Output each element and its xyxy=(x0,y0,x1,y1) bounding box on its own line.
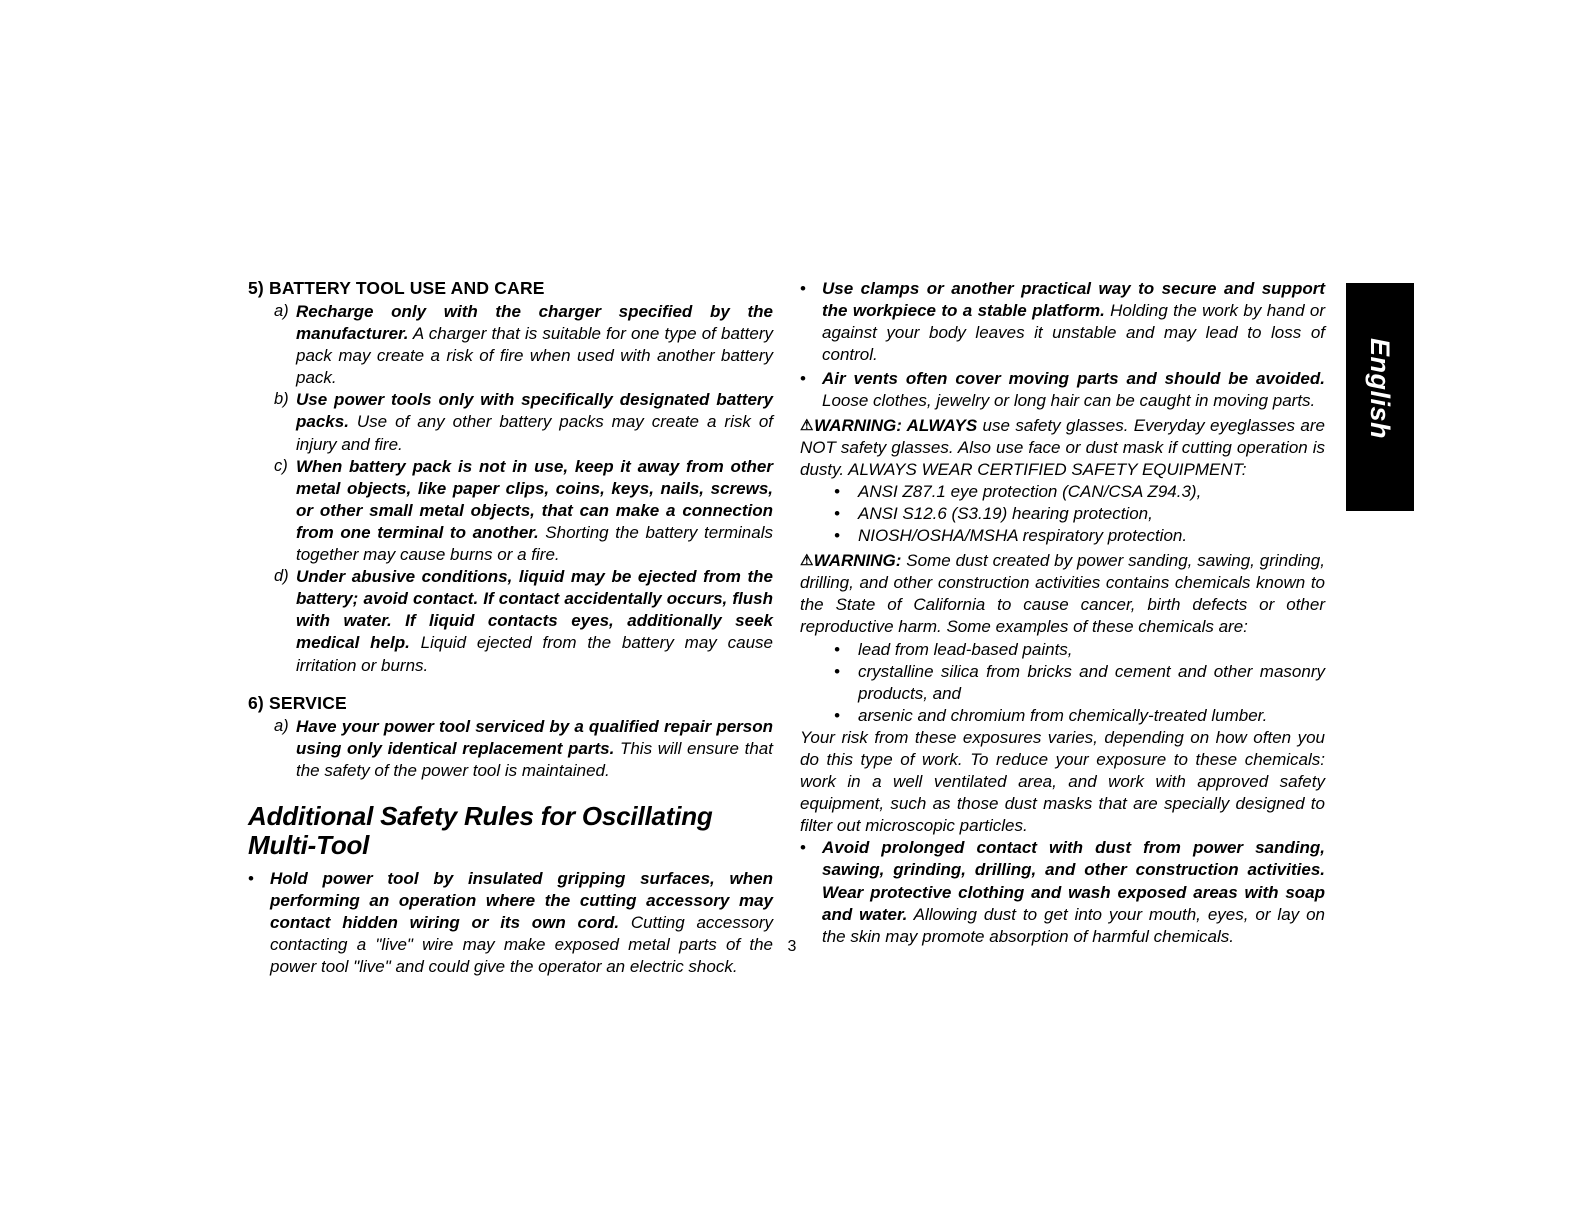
item-lead: Air vents often cover moving parts and should be avoided. xyxy=(822,369,1325,389)
item-lead: Hold power tool by insulated gripping surfaces, when performing an operation where the cutting accessory may contact hidden wiring or its own cord. xyxy=(270,869,773,933)
item-body: NIOSH/OSHA/MSHA respiratory protection. xyxy=(858,526,1188,546)
list-item xyxy=(274,456,773,566)
additional-safety-list xyxy=(248,868,773,978)
item-marker: d) xyxy=(274,567,289,586)
language-tab-label: English xyxy=(1365,338,1395,440)
item-body: arsenic and chromium from chemically-treated lumber. xyxy=(858,705,1268,725)
bullet-icon: • xyxy=(800,838,806,858)
item-body xyxy=(296,716,773,782)
warning-block-1 xyxy=(800,415,1325,481)
bullet-icon: • xyxy=(834,705,840,725)
warning-block-2 xyxy=(800,550,1325,638)
warning-text: Some dust created by power sanding, sawing, grinding, drilling, and other construction activities contains chemicals known to the State of California to cause cancer, birth defects or other reproductive harm. Some examples of these chemicals are: xyxy=(800,551,1325,637)
list-item xyxy=(834,481,1325,503)
item-body xyxy=(296,389,773,455)
bullet-icon: • xyxy=(834,481,840,501)
bullet-icon: • xyxy=(834,661,840,681)
item-rest: This will ensure that the safety of the power tool is maintained. xyxy=(296,738,773,780)
item-lead: Avoid prolonged contact with dust from power sanding, sawing, grinding, drilling, and other construction activities. Wear protective clothing and wash exposed areas with soap and water. xyxy=(822,838,1325,924)
language-tab xyxy=(1346,283,1414,511)
item-rest: Liquid ejected from the battery may cause irritation or burns. xyxy=(296,633,773,675)
list-item xyxy=(274,716,773,782)
warning-triangle-icon: ⚠ xyxy=(800,416,815,434)
item-body: lead from lead-based paints, xyxy=(858,639,1073,659)
bullet-icon: • xyxy=(834,526,840,546)
list-item xyxy=(800,368,1325,412)
item-body xyxy=(270,868,773,978)
list-item xyxy=(834,661,1325,705)
left-column xyxy=(248,278,773,981)
item-body xyxy=(822,368,1325,412)
item-marker: a) xyxy=(274,716,289,735)
item-rest: Cutting accessory contacting a "live" wire may make exposed metal parts of the power tool "live" and could give the operator an electric shock. xyxy=(270,913,773,977)
list-item xyxy=(834,705,1325,727)
safety-equipment-list xyxy=(834,481,1325,547)
item-body xyxy=(296,566,773,676)
right-column xyxy=(800,278,1325,950)
item-body: ANSI S12.6 (S3.19) hearing protection, xyxy=(858,503,1153,523)
exposure-paragraph: Your risk from these exposures varies, depending on how often you do this type of work. To reduce your exposure to these chemicals: work in a well ventilated area, and work with approved safety equipment, such as those dust masks that are specially designed to filter out microscopic particles. xyxy=(800,727,1325,836)
list-item xyxy=(834,503,1325,525)
item-lead: Have your power tool serviced by a qualified repair person using only identical replacement parts. xyxy=(296,716,773,758)
item-rest: Allowing dust to get into your mouth, eyes, or lay on the skin may promote absorption of harmful chemicals. xyxy=(822,904,1325,946)
list-item xyxy=(274,389,773,455)
item-body xyxy=(296,301,773,389)
item-body xyxy=(296,456,773,566)
item-marker: b) xyxy=(274,390,289,409)
warning-label: WARNING: xyxy=(813,551,902,571)
list-item xyxy=(834,525,1325,547)
item-rest: Loose clothes, jewelry or long hair can be caught in moving parts. xyxy=(822,391,1316,411)
bottom-bullet-list xyxy=(800,837,1325,947)
chemicals-list xyxy=(834,639,1325,727)
list-item xyxy=(834,639,1325,661)
bullet-icon: • xyxy=(800,279,806,298)
section-heading-battery: 5) BATTERY TOOL USE AND CARE xyxy=(248,278,545,298)
item-rest: Holding the work by hand or against your body leaves it unstable and may lead to loss of control. xyxy=(822,301,1325,365)
item-lead: Use clamps or another practical way to secure and support the workpiece to a stable platform. xyxy=(822,279,1325,321)
item-rest: Use of any other battery packs may create a risk of injury and fire. xyxy=(296,412,773,454)
warning-label: WARNING: ALWAYS xyxy=(814,415,978,435)
item-rest: Shorting the battery terminals together may cause burns or a fire. xyxy=(296,522,773,565)
item-lead: Use power tools only with specifically designated battery packs. xyxy=(296,390,773,432)
top-bullet-list xyxy=(800,278,1325,413)
bullet-icon: • xyxy=(834,639,840,659)
list-item xyxy=(248,868,773,978)
item-body xyxy=(822,278,1325,366)
list-item xyxy=(274,301,773,389)
list-item xyxy=(800,837,1325,947)
warning-triangle-icon: ⚠ xyxy=(800,552,814,570)
item-lead: When battery pack is not in use, keep it away from other metal objects, like paper clips, coins, keys, nails, screws, or other small metal objects, that can make a connection from one terminal to another. xyxy=(296,456,773,542)
bullet-icon: • xyxy=(800,369,806,389)
item-body: ANSI Z87.1 eye protection (CAN/CSA Z94.3), xyxy=(858,481,1202,501)
item-body: crystalline silica from bricks and cement and other masonry products, and xyxy=(858,661,1325,703)
item-lead: Recharge only with the charger specified by the manufacturer. xyxy=(296,302,773,344)
item-marker: c) xyxy=(274,456,288,475)
warning-text: use safety glasses. Everyday eyeglasses are NOT safety glasses. Also use face or dust mask if cutting operation is dusty. ALWAYS WEAR CERTIFIED SAFETY EQUIPMENT: xyxy=(800,415,1325,479)
page-title: Additional Safety Rules for Oscillating Multi-Tool xyxy=(248,800,713,860)
item-body xyxy=(822,837,1325,947)
bullet-icon: • xyxy=(248,869,254,889)
bullet-icon: • xyxy=(834,503,840,523)
item-rest: A charger that is suitable for one type of battery pack may create a risk of fire when used with another battery pack. xyxy=(296,324,773,388)
section-heading-service: 6) SERVICE xyxy=(248,692,347,713)
item-marker: a) xyxy=(274,302,289,320)
list-item xyxy=(800,278,1325,366)
page-number: 3 xyxy=(787,938,797,955)
item-lead: Under abusive conditions, liquid may be ejected from the battery; avoid contact. If contact accidentally occurs, flush with water. If liquid contacts eyes, additionally seek medical help. xyxy=(296,567,773,653)
list-item xyxy=(274,566,773,676)
